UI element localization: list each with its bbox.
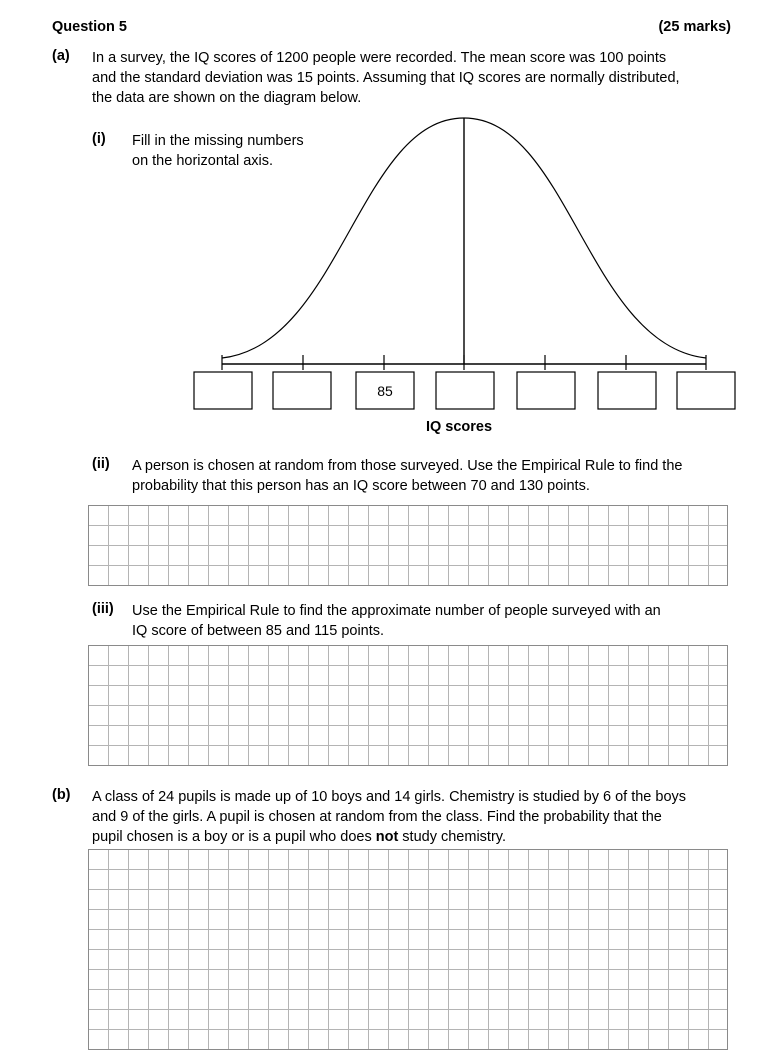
part-a-label: (a)	[52, 48, 70, 64]
part-b-emphasis: not	[375, 829, 399, 845]
part-i-label: (i)	[92, 131, 106, 147]
part-b-line3-pre: pupil chosen is a boy or is a pupil who does	[92, 829, 376, 845]
part-ii-line: probability that this person has an IQ score between 70 and 130 points.	[132, 478, 590, 494]
axis-box-6[interactable]	[598, 372, 656, 409]
question-title: Question 5	[52, 19, 127, 35]
part-iii-line: Use the Empirical Rule to find the approximate number of people surveyed with an	[132, 603, 661, 619]
axis-box-7[interactable]	[677, 372, 735, 409]
part-ii-text	[132, 456, 752, 496]
part-b-line: A class of 24 pupils is made up of 10 boys and 14 girls. Chemistry is studied by 6 of the boys	[92, 789, 687, 805]
part-i-line: Fill in the missing numbers	[132, 133, 304, 149]
axis-label: IQ scores	[425, 419, 493, 435]
part-ii-label: (ii)	[92, 456, 110, 472]
axis-box-value: 85	[377, 383, 393, 399]
axis-box-2[interactable]	[273, 372, 331, 409]
part-a-line: In a survey, the IQ scores of 1200 people were recorded. The mean score was 100 points	[92, 50, 667, 66]
part-ii-line: A person is chosen at random from those surveyed. Use the Empirical Rule to find the	[132, 458, 683, 474]
part-b-line	[92, 827, 752, 847]
part-a-line: and the standard deviation was 15 points. Assuming that IQ scores are normally distributed,	[92, 70, 680, 86]
part-b-label: (b)	[52, 787, 71, 803]
answer-grid-iii[interactable]	[88, 645, 728, 766]
part-iii-line: IQ score of between 85 and 115 points.	[132, 623, 385, 639]
part-iii-label: (iii)	[92, 601, 114, 617]
axis-box-5[interactable]	[517, 372, 575, 409]
axis-box-4[interactable]	[436, 372, 494, 409]
part-i-line: on the horizontal axis.	[132, 153, 274, 169]
answer-grid-b[interactable]	[88, 849, 728, 1050]
axis-box-1[interactable]	[194, 372, 252, 409]
part-b-line: and 9 of the girls. A pupil is chosen at random from the class. Find the probability that the	[92, 809, 662, 825]
answer-grid-ii[interactable]	[88, 505, 728, 586]
part-iii-text	[132, 601, 752, 641]
marks-label: (25 marks)	[658, 19, 731, 35]
part-b-line3-post: study chemistry.	[398, 829, 506, 845]
part-b-text	[92, 787, 752, 847]
normal-distribution-diagram	[0, 0, 784, 440]
part-a-line: the data are shown on the diagram below.	[92, 90, 362, 106]
